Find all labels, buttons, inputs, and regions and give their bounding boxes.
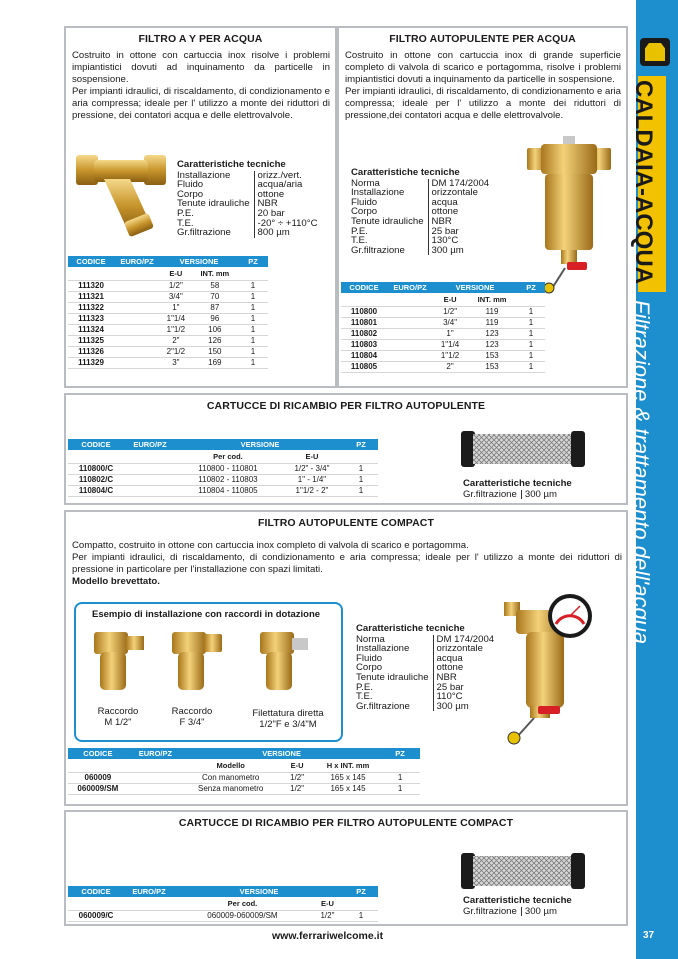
table-cell: 1"1/4: [160, 313, 192, 324]
table-cell: 1: [517, 361, 545, 372]
th-pz: PZ: [344, 439, 378, 450]
code-cell: 110803: [341, 339, 387, 350]
code-cell: 060009/SM: [68, 783, 128, 794]
code-cell: 110805: [341, 361, 387, 372]
table-cell: 1"1/2 - 2": [280, 485, 344, 496]
specs-block: [356, 624, 494, 711]
brand-logo: [640, 38, 670, 66]
cartridge-compact-image: [459, 848, 587, 894]
th-pz: PZ: [344, 886, 378, 897]
table-cell: 123: [467, 328, 517, 339]
desc-paragraph: Per impianti idraulici, di riscaldamento, di condizionamento e aria compressa; ideale per l' utilizzo a monte dei riduttori di pressione, dei contatori acqua e delle elettrovalvole.: [72, 86, 330, 121]
y-filter-image: [72, 143, 172, 243]
spec-row: [351, 217, 489, 227]
product-table: [341, 282, 545, 373]
spec-value: orizz./vert.: [254, 171, 317, 181]
spec-key: Corpo: [356, 662, 383, 674]
spec-key: T.E.: [177, 217, 194, 229]
spec-value: orizzontale: [428, 188, 489, 198]
desc-paragraph: Costruito in ottone con cartuccia inox risolve i problemi impiantistici dovuti ad inquinamento da particelle in sospensione.: [72, 50, 330, 85]
installation-title: Esempio di installazione con raccordi in dotazione: [92, 609, 321, 620]
specs-title: Caratteristiche tecniche: [351, 167, 460, 178]
table-cell: 1"1/2: [160, 324, 192, 335]
panel-description: [72, 50, 330, 122]
code-cell: 110802: [341, 328, 387, 339]
code-cell: 111325: [68, 335, 114, 346]
desc-paragraph: Per impianti idraulici, di riscaldamento, di condizionamento e aria compressa; ideale per l' utilizzo a monte dei riduttori di pressione in particolare per l'installazione con spazi limitati.: [72, 552, 622, 575]
table-cell: 3": [160, 357, 192, 368]
table-cell: 1: [517, 317, 545, 328]
spec-value: NBR: [428, 217, 489, 227]
spec-key: Installazione: [351, 187, 405, 199]
spec-value: NBR: [254, 199, 317, 209]
autopulente-filter-image: [525, 134, 613, 294]
th-codice: CODICE: [68, 439, 124, 450]
th-euro: EURO/PZ: [124, 439, 176, 450]
product-table: [68, 256, 268, 369]
price-cell: [114, 302, 160, 313]
sub-eu: E-U: [280, 450, 344, 463]
table-cell: 1/2": [278, 772, 316, 783]
table-cell: 110804 - 110805: [176, 485, 280, 496]
table-cell: 1/2": [311, 910, 344, 921]
table-cell: 87: [192, 302, 238, 313]
code-cell: 060009: [68, 772, 128, 783]
table-cell: 1/2" - 3/4": [280, 463, 344, 474]
specs-table: [463, 907, 557, 917]
table-cell: Senza manometro: [183, 783, 278, 794]
table-cell: 2"1/2: [160, 346, 192, 357]
specs-title: Caratteristiche tecniche: [177, 159, 286, 170]
table-cell: 1: [238, 335, 268, 346]
th-euro: EURO/PZ: [387, 282, 433, 293]
table-cell: 3/4": [433, 317, 467, 328]
table-cell: 153: [467, 361, 517, 372]
spec-row: [356, 702, 494, 712]
table-cell: 1: [344, 474, 378, 485]
spec-row: [356, 673, 494, 683]
table-row: [68, 357, 268, 368]
table-cell: 1: [238, 302, 268, 313]
specs-block: [177, 160, 318, 238]
table-row: [68, 485, 378, 496]
spec-key: P.E.: [356, 681, 373, 693]
raccordo-f-image: [168, 626, 228, 696]
th-versione: VERSIONE: [183, 748, 380, 759]
table-cell: 1: [517, 350, 545, 361]
table-row: [68, 313, 268, 324]
specs-table: [463, 490, 557, 500]
price-cell: [114, 291, 160, 302]
spec-value: acqua: [428, 198, 489, 208]
spec-row: [351, 227, 489, 237]
desc-paragraph: Per impianti idraulici, di riscaldamento, di condizionamento e aria compressa; ideale per l' utilizzo a monte dei riduttori di pressione,dei contatori acqua e delle elettrovalvole.: [345, 86, 621, 121]
panel-cartucce-compact: [64, 810, 628, 926]
price-cell: [114, 324, 160, 335]
table-cell: 1: [517, 306, 545, 317]
th-codice: CODICE: [68, 256, 114, 267]
table-cell: 1: [238, 313, 268, 324]
price-cell: [387, 328, 433, 339]
specs-block: [463, 479, 572, 499]
table-cell: 123: [467, 339, 517, 350]
table-cell: 1: [344, 463, 378, 474]
price-cell: [124, 463, 176, 474]
table-cell: 3/4": [160, 291, 192, 302]
table-cell: 126: [192, 335, 238, 346]
panel-filtro-y: [64, 26, 337, 388]
panel-description: [72, 540, 622, 588]
table-cell: 1: [344, 485, 378, 496]
table-cell: 96: [192, 313, 238, 324]
table-cell: 110802 - 110803: [176, 474, 280, 485]
spec-value: 300 µm: [521, 907, 557, 917]
spec-key: Installazione: [356, 643, 410, 655]
spec-key: Tenute idrauliche: [177, 198, 250, 210]
spec-key: Gr.filtrazione: [463, 488, 517, 500]
spec-value: 300 µm: [433, 702, 494, 712]
spec-value: 800 µm: [254, 228, 317, 238]
table-cell: 58: [192, 280, 238, 291]
code-cell: 111329: [68, 357, 114, 368]
th-pz: PZ: [380, 748, 420, 759]
table-cell: 2": [433, 361, 467, 372]
table-cell: 1: [238, 291, 268, 302]
code-cell: 111326: [68, 346, 114, 357]
specs-block: [351, 168, 489, 255]
spec-value: 300 µm: [428, 246, 489, 256]
th-versione: VERSIONE: [433, 282, 517, 293]
spec-value: 25 bar: [428, 227, 489, 237]
spec-value: 300 µm: [521, 490, 557, 500]
table-cell: 1: [344, 910, 378, 921]
spec-row: [463, 907, 557, 917]
spec-value: 110°C: [433, 692, 494, 702]
code-cell: 111324: [68, 324, 114, 335]
table-cell: 153: [467, 350, 517, 361]
table-cell: 1: [238, 346, 268, 357]
table-row: [341, 361, 545, 372]
table-cell: 1: [238, 357, 268, 368]
sub-eu: E-U: [433, 293, 467, 306]
table-cell: 169: [192, 357, 238, 368]
price-cell: [114, 346, 160, 357]
table-cell: 1: [238, 324, 268, 335]
sidebar-subtitle: Filtrazione & trattamento dell'acqua: [629, 300, 654, 645]
th-versione: VERSIONE: [174, 886, 344, 897]
price-cell: [387, 339, 433, 350]
code-cell: 111321: [68, 291, 114, 302]
sidebar-title: CALDAIA-ACQUA: [630, 80, 657, 284]
spec-key: T.E.: [351, 235, 368, 247]
spec-value: -20° ÷ +110°C: [254, 219, 317, 229]
table-cell: 119: [467, 317, 517, 328]
panel-filtro-autopulente: [337, 26, 628, 388]
spec-key: Gr.filtrazione: [351, 244, 405, 256]
table-cell: 165 x 145: [316, 783, 380, 794]
th-versione: VERSIONE: [176, 439, 344, 450]
table-row: [68, 772, 420, 783]
spec-value: ottone: [428, 207, 489, 217]
code-cell: 111322: [68, 302, 114, 313]
code-cell: 060009/C: [68, 910, 124, 921]
price-cell: [124, 474, 176, 485]
price-cell: [124, 910, 174, 921]
raccordo-m-image: [90, 626, 150, 696]
price-cell: [114, 357, 160, 368]
table-row: [341, 350, 545, 361]
th-pz: PZ: [238, 256, 268, 267]
table-row: [68, 346, 268, 357]
table-row: [341, 328, 545, 339]
caption-raccordo-m: [82, 706, 154, 728]
table-row: [68, 463, 378, 474]
spec-row: [356, 683, 494, 693]
filettatura-diretta-image: [256, 626, 316, 696]
spec-row: [463, 490, 557, 500]
spec-row: [177, 199, 318, 209]
table-row: [68, 302, 268, 313]
table-row: [68, 280, 268, 291]
caption-line: Filettatura diretta: [252, 708, 324, 719]
table-cell: 1: [380, 783, 420, 794]
spec-value: NBR: [433, 673, 494, 683]
spec-key: Installazione: [177, 169, 231, 181]
spec-value: ottone: [254, 190, 317, 200]
spec-value: acqua: [433, 654, 494, 664]
code-cell: 111320: [68, 280, 114, 291]
panel-title: FILTRO AUTOPULENTE PER ACQUA: [389, 33, 576, 45]
footer-url[interactable]: www.ferrariwelcome.it: [272, 930, 384, 942]
code-cell: 110801: [341, 317, 387, 328]
specs-table: [356, 635, 494, 712]
spec-key: Fluido: [351, 196, 378, 208]
table-row: [68, 324, 268, 335]
table-cell: 70: [192, 291, 238, 302]
sub-eu: E-U: [278, 759, 316, 772]
product-table: [68, 748, 420, 795]
table-cell: 150: [192, 346, 238, 357]
table-cell: 1/2": [160, 280, 192, 291]
table-cell: 060009-060009/SM: [174, 910, 311, 921]
spec-key: Gr.filtrazione: [356, 700, 410, 712]
specs-table: [351, 179, 489, 256]
price-cell: [114, 335, 160, 346]
cartridge-image: [459, 425, 587, 473]
sub-modello: Modello: [183, 759, 278, 772]
table-row: [68, 783, 420, 794]
table-cell: 110800 - 110801: [176, 463, 280, 474]
sub-eu: E-U: [311, 897, 344, 910]
spec-value: DM 174/2004: [428, 179, 489, 189]
caption-line: F 3/4": [179, 717, 205, 728]
product-table: [68, 886, 378, 922]
installation-example-box: [74, 602, 343, 742]
panel-title: CARTUCCE DI RICAMBIO PER FILTRO AUTOPULENTE: [206, 400, 486, 412]
spec-key: P.E.: [177, 207, 194, 219]
price-cell: [387, 350, 433, 361]
table-cell: 1": [433, 328, 467, 339]
table-cell: Con manometro: [183, 772, 278, 783]
spec-key: T.E.: [356, 691, 373, 703]
panel-title: CARTUCCE DI RICAMBIO PER FILTRO AUTOPULENTE COMPACT: [178, 817, 514, 829]
code-cell: 111323: [68, 313, 114, 324]
code-cell: 110800/C: [68, 463, 124, 474]
sub-eu: E-U: [160, 267, 192, 280]
th-euro: EURO/PZ: [128, 748, 183, 759]
spec-key: Gr.filtrazione: [463, 905, 517, 917]
spec-key: Gr.filtrazione: [177, 227, 231, 239]
th-versione: VERSIONE: [160, 256, 238, 267]
spec-key: Norma: [356, 633, 385, 645]
code-cell: 110802/C: [68, 474, 124, 485]
price-cell: [124, 485, 176, 496]
desc-patent: [72, 576, 622, 588]
sub-int: INT. mm: [467, 293, 517, 306]
table-cell: 106: [192, 324, 238, 335]
caption-raccordo-f: [156, 706, 228, 728]
patent-note: Modello brevettato.: [72, 576, 160, 587]
table-row: [68, 910, 378, 921]
th-pz: PZ: [517, 282, 545, 293]
price-cell: [114, 313, 160, 324]
spec-key: Tenute idrauliche: [351, 215, 424, 227]
desc-paragraph: Costruito in ottone con cartuccia inox di grande superficie completo di valvola di scarico e portagomma, risolve i problemi impiantistici dovuti a inquinamento da particelle in sospensione.: [345, 50, 621, 85]
table-cell: 1: [517, 328, 545, 339]
caption-line: Raccordo: [171, 706, 213, 717]
specs-block: [463, 896, 572, 916]
th-codice: CODICE: [341, 282, 387, 293]
price-cell: [387, 306, 433, 317]
th-codice: CODICE: [68, 886, 124, 897]
sub-percod: Per cod.: [174, 897, 311, 910]
panel-title: FILTRO A Y PER ACQUA: [138, 33, 263, 45]
panel-cartucce-autopulente: [64, 393, 628, 505]
spec-key: Fluido: [177, 179, 204, 191]
code-cell: 110804: [341, 350, 387, 361]
table-cell: 1/2": [278, 783, 316, 794]
specs-title: Caratteristiche tecniche: [463, 478, 572, 489]
table-cell: 165 x 145: [316, 772, 380, 783]
specs-title: Caratteristiche tecniche: [356, 623, 465, 634]
spec-value: DM 174/2004: [433, 635, 494, 645]
spec-key: Corpo: [351, 206, 378, 218]
table-cell: 1: [238, 280, 268, 291]
sub-int: INT. mm: [192, 267, 238, 280]
table-row: [68, 335, 268, 346]
table-row: [68, 291, 268, 302]
table-row: [341, 339, 545, 350]
specs-table: [177, 171, 318, 238]
table-row: [341, 317, 545, 328]
code-cell: 110804/C: [68, 485, 124, 496]
spec-key: Norma: [351, 177, 380, 189]
table-cell: 119: [467, 306, 517, 317]
th-euro: EURO/PZ: [114, 256, 160, 267]
price-cell: [114, 280, 160, 291]
spec-value: orizzontale: [433, 644, 494, 654]
table-row: [341, 306, 545, 317]
price-cell: [128, 783, 183, 794]
specs-title: Caratteristiche tecniche: [463, 895, 572, 906]
th-codice: CODICE: [68, 748, 128, 759]
spec-key: Corpo: [177, 188, 204, 200]
caption-line: Raccordo: [97, 706, 139, 717]
table-cell: 1": [160, 302, 192, 313]
spec-value: ottone: [433, 663, 494, 673]
spec-value: 20 bar: [254, 209, 317, 219]
spec-row: [177, 228, 318, 238]
spec-key: P.E.: [351, 225, 368, 237]
panel-title: FILTRO AUTOPULENTE COMPACT: [257, 517, 435, 529]
th-euro: EURO/PZ: [124, 886, 174, 897]
page-number: 37: [643, 930, 655, 941]
table-cell: 1: [380, 772, 420, 783]
spec-value: acqua/aria: [254, 180, 317, 190]
spec-row: [351, 246, 489, 256]
sub-hint: H x INT. mm: [316, 759, 380, 772]
caption-filettatura: [236, 708, 340, 730]
panel-description: [345, 50, 621, 122]
spec-key: Tenute idrauliche: [356, 671, 429, 683]
sub-percod: Per cod.: [176, 450, 280, 463]
table-row: [68, 474, 378, 485]
caption-line: 1/2"F e 3/4"M: [259, 719, 317, 730]
caption-line: M 1/2": [104, 717, 132, 728]
desc-paragraph: Compatto, costruito in ottone con cartuccia inox completo di valvola di scarico e portagomma.: [72, 540, 469, 551]
table-cell: 1/2": [433, 306, 467, 317]
price-cell: [387, 317, 433, 328]
price-cell: [128, 772, 183, 783]
code-cell: 110800: [341, 306, 387, 317]
spec-value: 130°C: [428, 236, 489, 246]
product-table: [68, 439, 378, 497]
spec-key: Fluido: [356, 652, 383, 664]
table-cell: 1: [517, 339, 545, 350]
spec-value: 25 bar: [433, 683, 494, 693]
table-cell: 1" - 1/4": [280, 474, 344, 485]
table-cell: 1"1/2: [433, 350, 467, 361]
compact-filter-image: [486, 588, 598, 748]
price-cell: [387, 361, 433, 372]
table-cell: 2": [160, 335, 192, 346]
table-cell: 1"1/4: [433, 339, 467, 350]
